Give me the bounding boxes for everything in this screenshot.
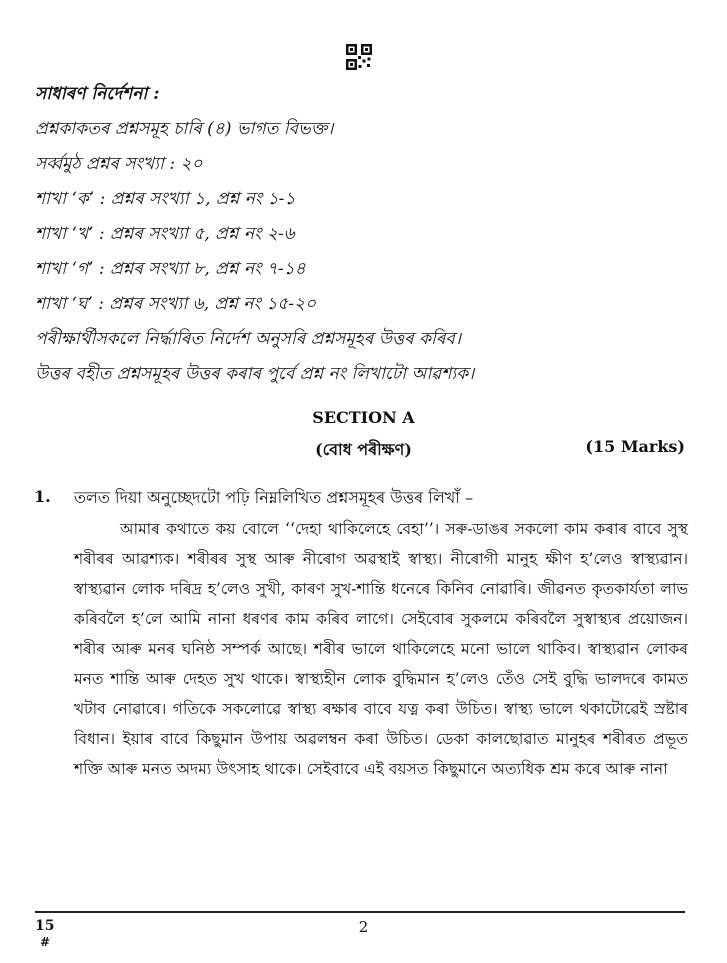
footer-divider — [35, 911, 685, 913]
instruction-line: প্ৰশ্নকাকতৰ প্ৰশ্নসমূহ চাৰি (৪) ভাগত বিভক্ত। — [35, 119, 334, 139]
instruction-line: শাখা ‘খ’ : প্ৰশ্নৰ সংখ্যা ৫, প্ৰশ্ন নং ২-৬ — [35, 224, 295, 244]
instruction-line: শাখা ‘গ’ : প্ৰশ্নৰ সংখ্যা ৮, প্ৰশ্ন নং ৭-১৪ — [35, 259, 306, 279]
section-subtitle: (বোধ পৰীক্ষণ) — [315, 440, 412, 459]
comprehension-passage: আমাৰ কথাতে কয় বোলে ‘‘দেহা থাকিলেহে বেহা’’। সৰু-ডাঙৰ সকলো কাম কৰাৰ বাবে সুস্থ শৰীৰৰ আৱশ্যক। শৰীৰৰ সুস্থ আৰু নীৰোগ অৱস্থাই স্বাস্থ্য। নীৰোগী মানুহ ক্ষীণ হ’লেও স্বাস্থ্যৱান। স্বাস্থ্যৱান লোক দৰিদ্ৰ হ’লেও সুখী, কাৰণ সুখ-শান্তি ধনেৰে কিনিব নোৱাৰি। জীৱনত কৃতকাৰ্যতা লাভ কৰিবলৈ হ’লে আমি নানা ধৰণৰ কাম কৰিব লাগে। সেইবোৰ সুকলমে কৰিবলৈ সুস্বাস্থ্যৰ প্ৰয়োজন। শৰীৰ আৰু মনৰ ঘনিষ্ঠ সম্পৰ্ক আছে। শৰীৰ ভালে থাকিলেহে মনো ভালে থাকিব। স্বাস্থ্যৱান লোকৰ মনত শান্তি আৰু দেহত সুখ থাকে। স্বাস্থ্যহীন লোক বুদ্ধিমান হ’লেও তেঁও সেই বুদ্ধি ভালদৰে কামত খটাব নোৱাৰে। গতিকে সকলোৱে স্বাস্থ্য ৰক্ষাৰ বাবে যত্ন কৰা উচিত। স্বাস্থ্য ভালে থকাটোৱেই স্ৰষ্টাৰ বিধান। ইয়াৰ বাবে কিছুমান উপায় অৱলম্বন কৰা উচিত। ডেকা কালছোৱাত মানুহৰ শৰীৰত প্ৰভূত শক্তি আৰু মনত অদম্য উৎসাহ থাকে। সেইবাবে এই বয়সত কিছুমানে অত্যধিক শ্ৰম কৰে আৰু নানা — [74, 520, 688, 778]
instruction-line: উত্তৰ বহীত প্ৰশ্নসমূহৰ উত্তৰ কৰাৰ পুৰ্বে প্ৰশ্ন নং লিখাটো আৱশ্যক। — [35, 364, 475, 384]
instruction-line: পৰীক্ষাৰ্থীসকলে নিৰ্দ্ধাৰিত নিৰ্দেশ অনুসৰি প্ৰশ্নসমূহৰ উত্তৰ কৰিব। — [35, 329, 461, 349]
footer-code: 15 — [35, 918, 55, 934]
footer-hash: # — [40, 935, 51, 949]
section-title: SECTION A — [312, 408, 415, 427]
question-text: তলত দিয়া অনুচ্ছেদটো পঢ়ি নিম্নলিখিত প্ৰশ্নসমূহৰ উত্তৰ লিখাঁ – — [74, 488, 474, 507]
qr-code — [346, 44, 372, 70]
instruction-line: শাখা ‘ঘ’ : প্ৰশ্নৰ সংখ্যা ৬, প্ৰশ্ন নং ১৫-২০ — [35, 294, 317, 314]
general-instructions-heading: সাধাৰণ নিৰ্দেশনা : — [35, 84, 160, 104]
instruction-line: শাখা ‘ক’ : প্ৰশ্নৰ সংখ্যা ১, প্ৰশ্ন নং ১-১ — [35, 189, 296, 209]
instruction-line: সৰ্ব্বমুঠ প্ৰশ্নৰ সংখ্যা : ২০ — [35, 154, 203, 174]
question-number: 1. — [34, 487, 51, 506]
page-number: 2 — [358, 918, 369, 936]
section-marks: (15 Marks) — [585, 437, 685, 456]
